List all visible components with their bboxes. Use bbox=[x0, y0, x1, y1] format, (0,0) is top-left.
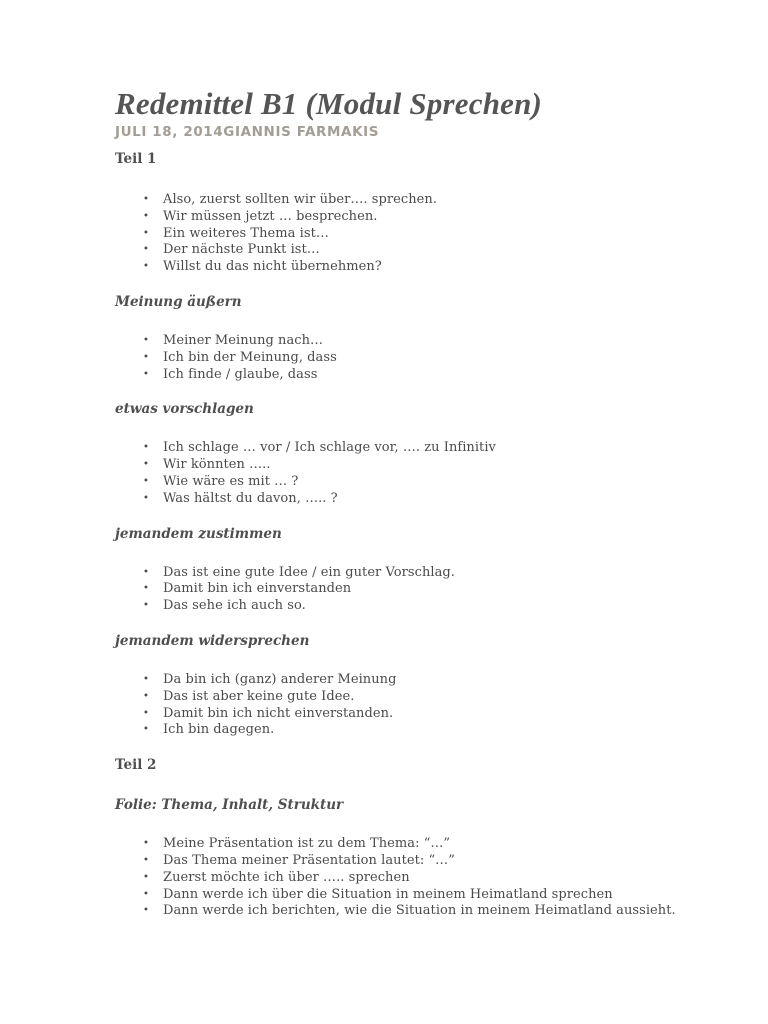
list-item bbox=[115, 440, 715, 457]
list-item bbox=[115, 722, 715, 739]
bullet-icon: • bbox=[143, 854, 149, 866]
list-item bbox=[115, 474, 715, 491]
list-item bbox=[115, 242, 715, 259]
list-item bbox=[115, 226, 715, 243]
bullet-icon: • bbox=[143, 566, 149, 578]
list-item-text: Wir könnten ….. bbox=[163, 457, 271, 473]
bullet-icon: • bbox=[143, 492, 149, 504]
post-meta: JULI 18, 2014GIANNIS FARMAKIS bbox=[115, 124, 380, 140]
list-item-text: Da bin ich (ganz) anderer Meinung bbox=[163, 671, 397, 687]
list-item bbox=[115, 903, 715, 920]
sections-container bbox=[115, 150, 715, 920]
section-heading: etwas vorschlagen bbox=[115, 401, 254, 418]
list-item-text: Das ist eine gute Idee / ein guter Vorschlag. bbox=[163, 564, 455, 580]
list-item-text: Also, zuerst sollten wir über…. sprechen. bbox=[163, 192, 438, 207]
bullet-icon: • bbox=[143, 600, 149, 612]
list-item-text: Willst du das nicht übernehmen? bbox=[163, 259, 382, 275]
list-item-text: Ich bin der Meinung, dass bbox=[163, 349, 337, 365]
list-item-text: Ich schlage … vor / Ich schlage vor, …. zu Infinitiv bbox=[163, 440, 496, 456]
list-item-text: Ich finde / glaube, dass bbox=[163, 366, 318, 382]
bullet-icon: • bbox=[143, 210, 149, 222]
bullet-icon: • bbox=[143, 690, 149, 702]
list-item-text: Damit bin ich nicht einverstanden. bbox=[163, 705, 394, 721]
list-item-text: Wir müssen jetzt … besprechen. bbox=[163, 208, 378, 224]
section-heading: Teil 2 bbox=[115, 757, 157, 774]
list-item-text: Wie wäre es mit … ? bbox=[163, 473, 299, 489]
bullet-icon: • bbox=[143, 442, 149, 454]
document-page bbox=[115, 84, 715, 920]
bullet-list bbox=[115, 440, 715, 507]
bullet-icon: • bbox=[143, 871, 149, 883]
list-item-text: Damit bin ich einverstanden bbox=[163, 581, 352, 597]
bullet-icon: • bbox=[143, 724, 149, 736]
list-item-text: Ein weiteres Thema ist… bbox=[163, 225, 329, 241]
list-item-text: Der nächste Punkt ist… bbox=[163, 242, 320, 258]
bullet-icon: • bbox=[143, 475, 149, 487]
bullet-icon: • bbox=[143, 583, 149, 595]
list-item bbox=[115, 887, 715, 904]
list-item-text: Dann werde ich berichten, wie die Situation in meinem Heimatland aussieht. bbox=[163, 903, 676, 919]
list-item bbox=[115, 853, 715, 870]
bullet-icon: • bbox=[143, 334, 149, 346]
list-item bbox=[115, 581, 715, 598]
list-item bbox=[115, 689, 715, 706]
list-item bbox=[115, 672, 715, 689]
list-item bbox=[115, 457, 715, 474]
list-item bbox=[115, 333, 715, 350]
bullet-list bbox=[115, 333, 715, 383]
list-item bbox=[115, 350, 715, 367]
list-item bbox=[115, 598, 715, 615]
list-item-text: Das ist aber keine gute Idee. bbox=[163, 688, 355, 704]
bullet-icon: • bbox=[143, 838, 149, 850]
list-item-text: Meine Präsentation ist zu dem Thema: “…” bbox=[163, 836, 451, 852]
section-heading: jemandem zustimmen bbox=[115, 525, 282, 542]
bullet-icon: • bbox=[143, 351, 149, 363]
bullet-icon: • bbox=[143, 244, 149, 256]
list-item bbox=[115, 491, 715, 508]
list-item-text: Zuerst möchte ich über ….. sprechen bbox=[163, 869, 410, 885]
bullet-icon: • bbox=[143, 888, 149, 900]
list-item bbox=[115, 706, 715, 723]
bullet-list bbox=[115, 672, 715, 739]
bullet-icon: • bbox=[143, 194, 149, 205]
list-item bbox=[115, 192, 715, 209]
bullet-icon: • bbox=[143, 673, 149, 685]
list-item bbox=[115, 870, 715, 887]
list-item-text: Das sehe ich auch so. bbox=[163, 598, 306, 614]
bullet-icon: • bbox=[143, 459, 149, 471]
section-heading: jemandem widersprechen bbox=[115, 632, 310, 649]
list-item-text: Das Thema meiner Präsentation lautet: “…” bbox=[163, 852, 455, 868]
list-item bbox=[115, 209, 715, 226]
list-item bbox=[115, 259, 715, 276]
list-item-text: Dann werde ich über die Situation in meinem Heimatland sprechen bbox=[163, 886, 613, 902]
bullet-list bbox=[115, 836, 715, 920]
bullet-list bbox=[115, 565, 715, 615]
section-heading: Meinung äußern bbox=[115, 293, 242, 310]
list-item-text: Meiner Meinung nach… bbox=[163, 332, 324, 348]
bullet-icon: • bbox=[143, 261, 149, 273]
list-item-text: Ich bin dagegen. bbox=[163, 722, 275, 738]
bullet-icon: • bbox=[143, 905, 149, 917]
bullet-icon: • bbox=[143, 368, 149, 380]
section-heading: Teil 1 bbox=[115, 151, 157, 167]
list-item bbox=[115, 565, 715, 582]
list-item-text: Was hältst du davon, ….. ? bbox=[163, 490, 338, 506]
bullet-icon: • bbox=[143, 707, 149, 719]
list-item bbox=[115, 367, 715, 384]
section-heading: Folie: Thema, Inhalt, Struktur bbox=[115, 797, 344, 814]
list-item bbox=[115, 836, 715, 853]
page-title: Redemittel B1 (Modul Sprechen) bbox=[115, 86, 543, 121]
bullet-list bbox=[115, 192, 715, 276]
bullet-icon: • bbox=[143, 227, 149, 239]
